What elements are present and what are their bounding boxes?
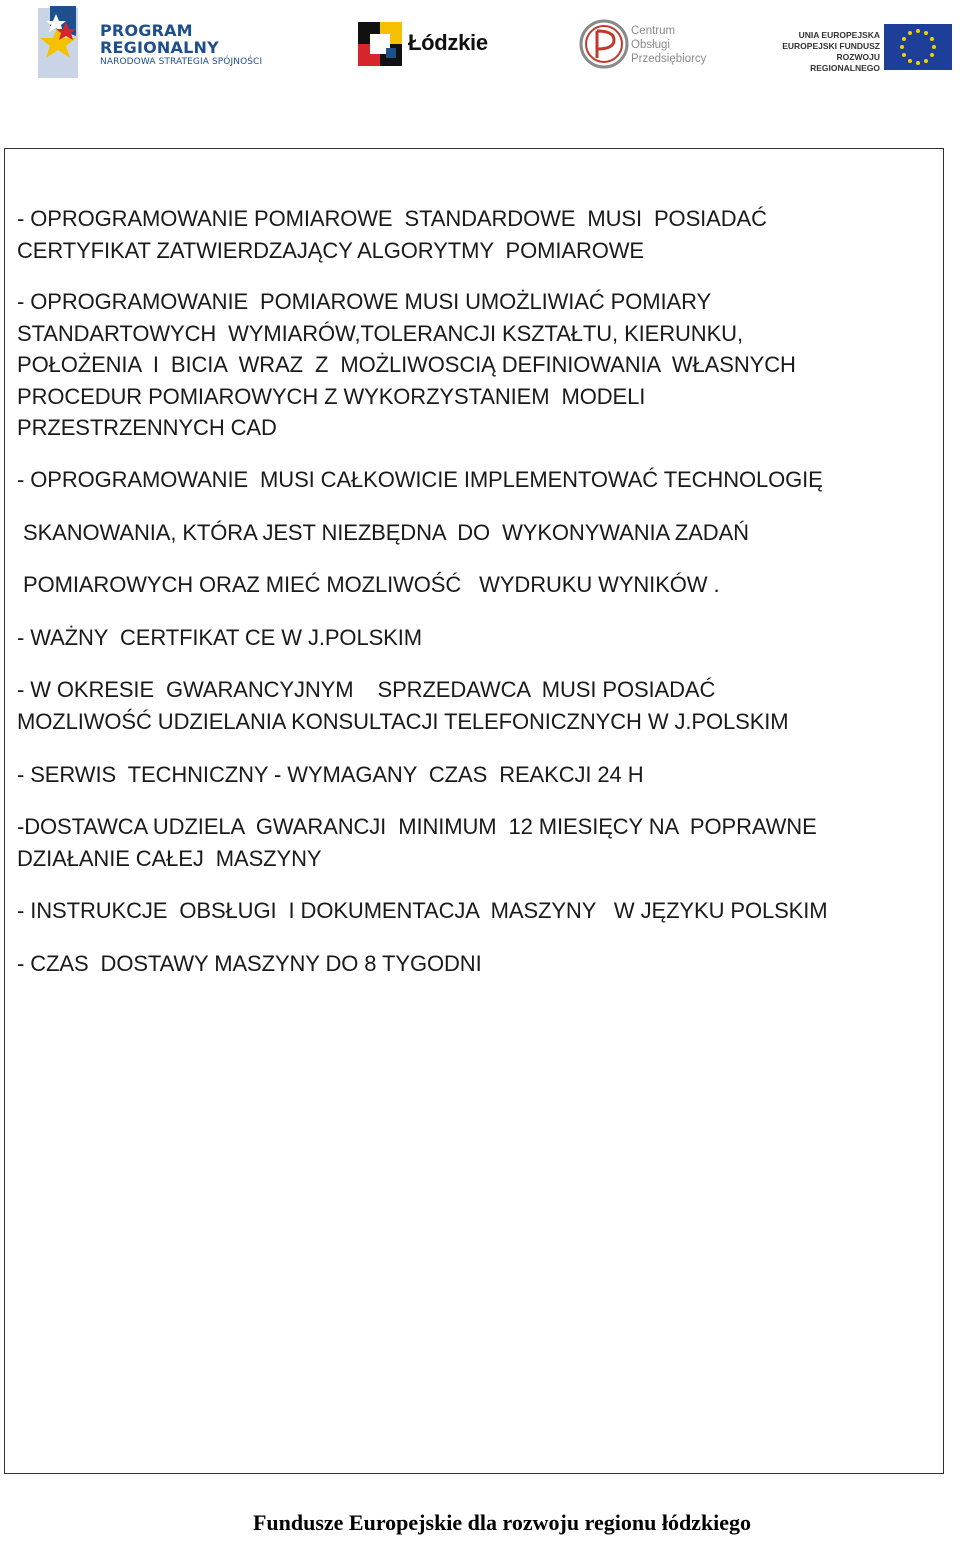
requirement-item: - OPROGRAMOWANIE POMIAROWE MUSI UMOŻLIWIAĆ POMIARY STANDARTOWYCH WYMIARÓW,TOLERANCJI KSZTAŁTU, KIERUNKU, POŁOŻENIA I BICIA WRAZ Z MOŻLIWOSCIĄ DEFINIOWANIA WŁASNYCH PROCEDUR POMIAROWYCH Z WYKORZYSTANIEM MODELI PRZESTRZENNYCH CAD <box>17 289 796 440</box>
footer-text: Fundusze Europejskie dla rozwoju regionu łódzkiego <box>252 1510 752 1535</box>
requirement-item: - W OKRESIE GWARANCYJNYM SPRZEDAWCA MUSI POSIADAĆ MOZLIWOŚĆ UDZIELANIA KONSULTACJI TELEFONICZNYCH W J.POLSKIM <box>17 677 789 734</box>
requirements-frame <box>4 148 944 1474</box>
requirement-item: POMIAROWYCH ORAZ MIEĆ MOZLIWOŚĆ WYDRUKU WYNIKÓW . <box>17 572 720 597</box>
requirement-item: - OPROGRAMOWANIE POMIAROWE STANDARDOWE MUSI POSIADAĆ CERTYFIKAT ZATWIERDZAJĄCY ALGORYTMY POMIAROWE <box>17 206 767 263</box>
program-logo-line2: REGIONALNY <box>100 38 219 57</box>
requirement-item: - CZAS DOSTAWY MASZYNY DO 8 TYGODNI <box>17 951 482 976</box>
program-regionalny-logo <box>36 6 276 82</box>
program-star-icon <box>36 6 96 82</box>
program-logo-text <box>100 22 262 68</box>
header-logos <box>0 0 960 110</box>
unia-europejska-logo <box>770 24 954 73</box>
lodzkie-emblem-icon <box>356 20 404 68</box>
cop-logo-line1: Centrum <box>631 25 676 37</box>
eu-flag-icon <box>884 24 952 70</box>
eu-logo-line2: EUROPEJSKI FUNDUSZ <box>782 41 880 51</box>
eu-logo-text <box>770 30 880 74</box>
lodzkie-logo-text: Łódzkie <box>408 30 488 55</box>
cop-logo-line3: Przedsiębiorcy <box>631 53 707 65</box>
program-logo-line3: NARODOWA STRATEGIA SPÓJNOŚCI <box>100 57 263 67</box>
requirement-item: - WAŻNY CERTFIKAT CE W J.POLSKIM <box>17 625 422 650</box>
cop-emblem-icon <box>578 18 630 70</box>
requirement-item: - SERWIS TECHNICZNY - WYMAGANY CZAS REAKCJI 24 H <box>17 762 644 787</box>
cop-logo-text <box>631 24 706 66</box>
program-logo-line1: PROGRAM <box>100 21 193 40</box>
requirement-item: - INSTRUKCJE OBSŁUGI I DOKUMENTACJA MASZYNY W JĘZYKU POLSKIM <box>17 898 828 923</box>
centrum-obslugi-logo <box>578 18 708 74</box>
requirement-item: - OPROGRAMOWANIE MUSI CAŁKOWICIE IMPLEMENTOWAĆ TECHNOLOGIĘ <box>17 467 823 492</box>
lodzkie-logo <box>356 20 496 68</box>
eu-logo-line3: ROZWOJU REGIONALNEGO <box>810 52 880 73</box>
page-footer <box>0 1510 960 1536</box>
eu-logo-line1: UNIA EUROPEJSKA <box>798 30 880 40</box>
cop-logo-line2: Obsługi <box>631 39 670 51</box>
requirement-item: -DOSTAWCA UDZIELA GWARANCJI MINIMUM 12 MIESIĘCY NA POPRAWNE DZIAŁANIE CAŁEJ MASZYNY <box>17 814 817 871</box>
requirement-item: SKANOWANIA, KTÓRA JEST NIEZBĘDNA DO WYKONYWANIA ZADAŃ <box>17 520 749 545</box>
